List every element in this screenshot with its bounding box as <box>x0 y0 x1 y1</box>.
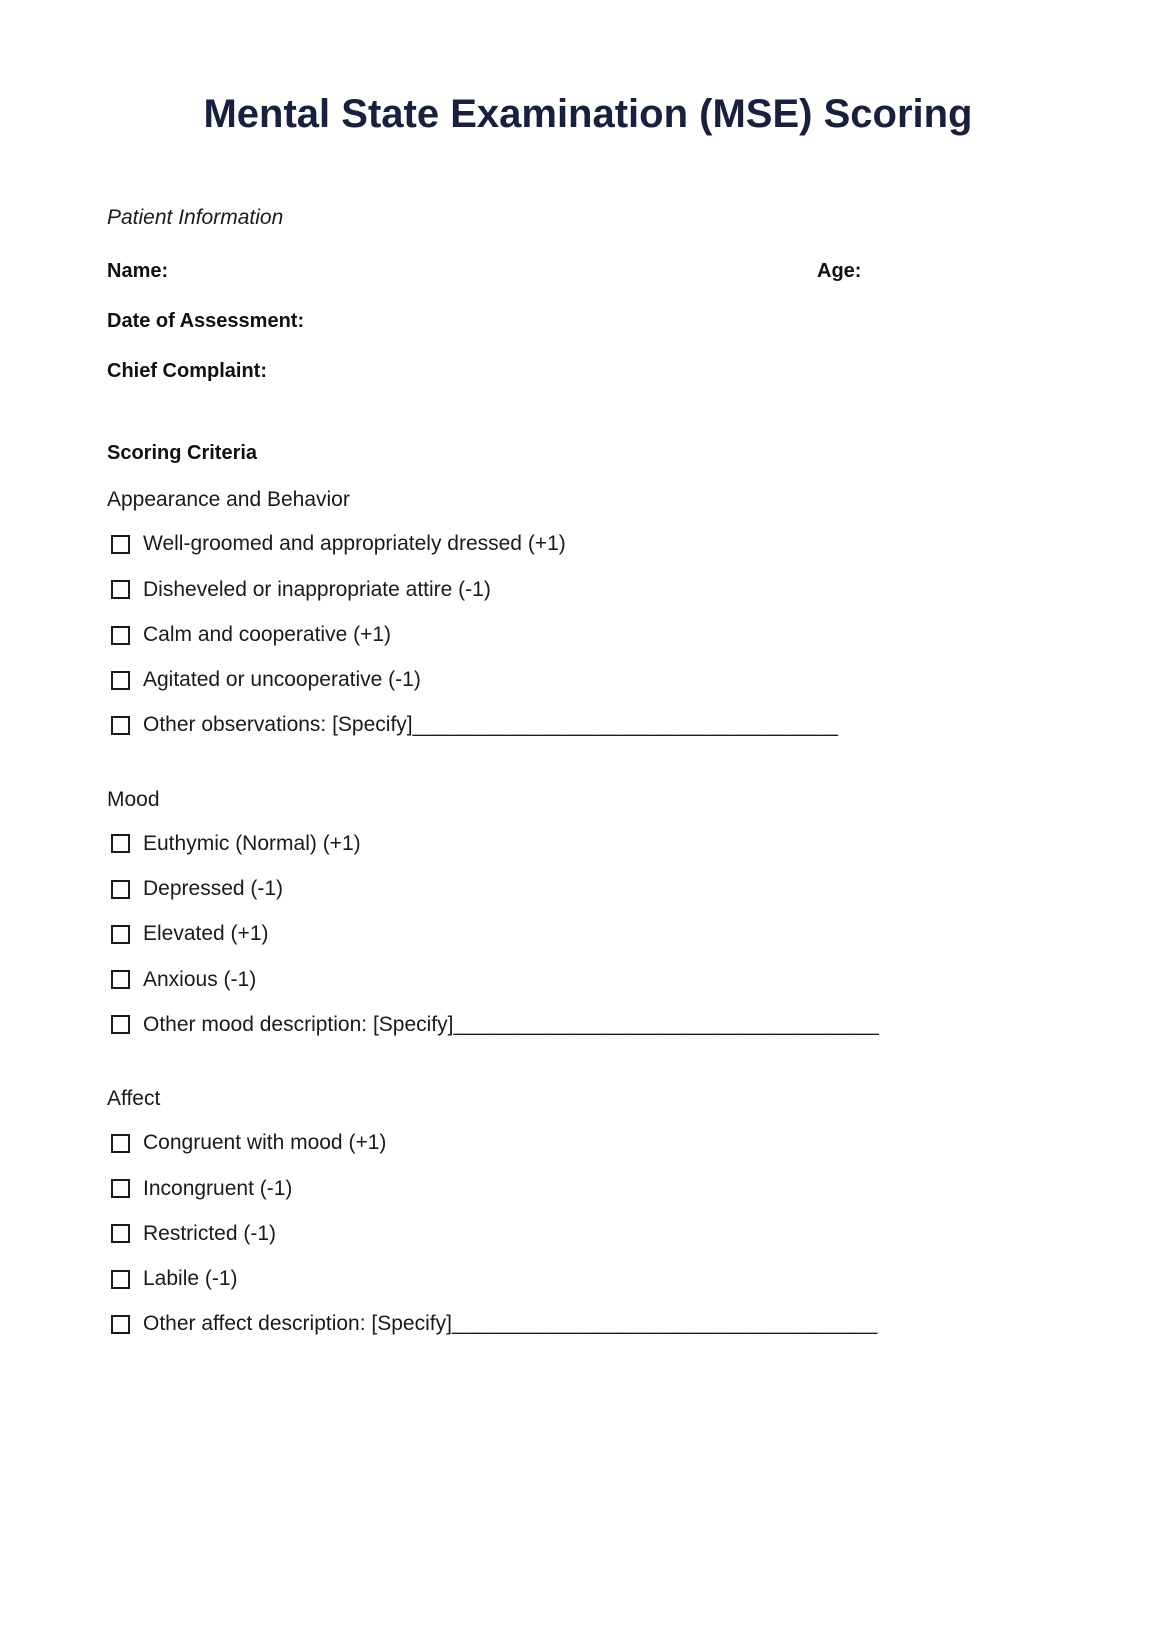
group-affect <box>107 1086 1076 1337</box>
group-title-affect: Affect <box>107 1087 161 1111</box>
checkbox-label: Depressed (-1) <box>143 877 284 901</box>
checkbox-label: Agitated or uncooperative (-1) <box>143 668 421 692</box>
checkbox-row[interactable] <box>107 1221 1076 1247</box>
page-title: Mental State Examination (MSE) Scoring <box>203 92 973 136</box>
age-label: Age: <box>817 260 862 283</box>
checkbox-row[interactable] <box>107 1176 1076 1202</box>
checkbox-label: Incongruent (-1) <box>143 1176 293 1200</box>
checkbox-row[interactable] <box>107 667 1076 693</box>
checkbox-row-other[interactable] <box>107 1012 1076 1038</box>
checkbox-icon[interactable] <box>111 1134 130 1153</box>
checkbox-label: Well-groomed and appropriately dressed (+1) <box>143 532 566 556</box>
checkbox-icon[interactable] <box>111 716 130 735</box>
checkbox-row[interactable] <box>107 876 1076 902</box>
checkbox-icon[interactable] <box>111 1015 130 1034</box>
scoring-criteria-heading: Scoring Criteria <box>107 442 258 465</box>
patient-information-heading: Patient Information <box>107 206 284 229</box>
checkbox-label: Euthymic (Normal) (+1) <box>143 831 361 855</box>
checkbox-label: Calm and cooperative (+1) <box>143 622 392 646</box>
checkbox-icon[interactable] <box>111 626 130 645</box>
checkbox-row[interactable] <box>107 921 1076 947</box>
other-affect-description-label: Other affect description: [Specify] <box>143 1312 452 1336</box>
checkbox-label: Elevated (+1) <box>143 922 269 946</box>
checkbox-icon[interactable] <box>111 880 130 899</box>
checkbox-row[interactable] <box>107 831 1076 857</box>
fill-in-line[interactable]: ______________________________________ <box>412 713 838 737</box>
fill-in-line[interactable]: ______________________________________ <box>451 1312 877 1336</box>
date-of-assessment-field-row <box>107 309 1076 333</box>
fill-in-line[interactable]: ______________________________________ <box>453 1012 879 1036</box>
checkbox-icon[interactable] <box>111 834 130 853</box>
group-title-appearance: Appearance and Behavior <box>107 488 350 512</box>
checkbox-icon[interactable] <box>111 535 130 554</box>
checkbox-label: Restricted (-1) <box>143 1221 277 1245</box>
checkbox-icon[interactable] <box>111 925 130 944</box>
checkbox-row[interactable] <box>107 531 1076 557</box>
chief-complaint-field-row <box>107 359 1076 383</box>
checkbox-row[interactable] <box>107 1266 1076 1292</box>
checkbox-row[interactable] <box>107 622 1076 648</box>
other-mood-description-label: Other mood description: [Specify] <box>143 1012 454 1036</box>
checkbox-icon[interactable] <box>111 580 130 599</box>
checkbox-label: Congruent with mood (+1) <box>143 1131 387 1155</box>
checkbox-row[interactable] <box>107 1130 1076 1156</box>
checkbox-row-other[interactable] <box>107 1311 1076 1337</box>
checkbox-row[interactable] <box>107 967 1076 993</box>
chief-complaint-label: Chief Complaint: <box>107 360 267 383</box>
group-appearance-and-behavior <box>107 487 1076 738</box>
checkbox-icon[interactable] <box>111 970 130 989</box>
checkbox-icon[interactable] <box>111 1224 130 1243</box>
checkbox-icon[interactable] <box>111 1315 130 1334</box>
checkbox-icon[interactable] <box>111 671 130 690</box>
checkbox-row[interactable] <box>107 577 1076 603</box>
checkbox-icon[interactable] <box>111 1179 130 1198</box>
checkbox-label: Disheveled or inappropriate attire (-1) <box>143 577 491 601</box>
group-mood <box>107 787 1076 1038</box>
document-body <box>0 136 1176 1338</box>
date-of-assessment-label: Date of Assessment: <box>107 310 305 333</box>
checkbox-label: Anxious (-1) <box>143 967 257 991</box>
other-observations-label: Other observations: [Specify] <box>143 713 413 737</box>
checkbox-row-other[interactable] <box>107 712 1076 738</box>
name-field-row <box>107 259 1076 283</box>
checkbox-label: Labile (-1) <box>143 1267 238 1290</box>
checkbox-icon[interactable] <box>111 1270 130 1289</box>
group-title-mood: Mood <box>107 787 160 811</box>
name-label: Name: <box>107 260 169 283</box>
